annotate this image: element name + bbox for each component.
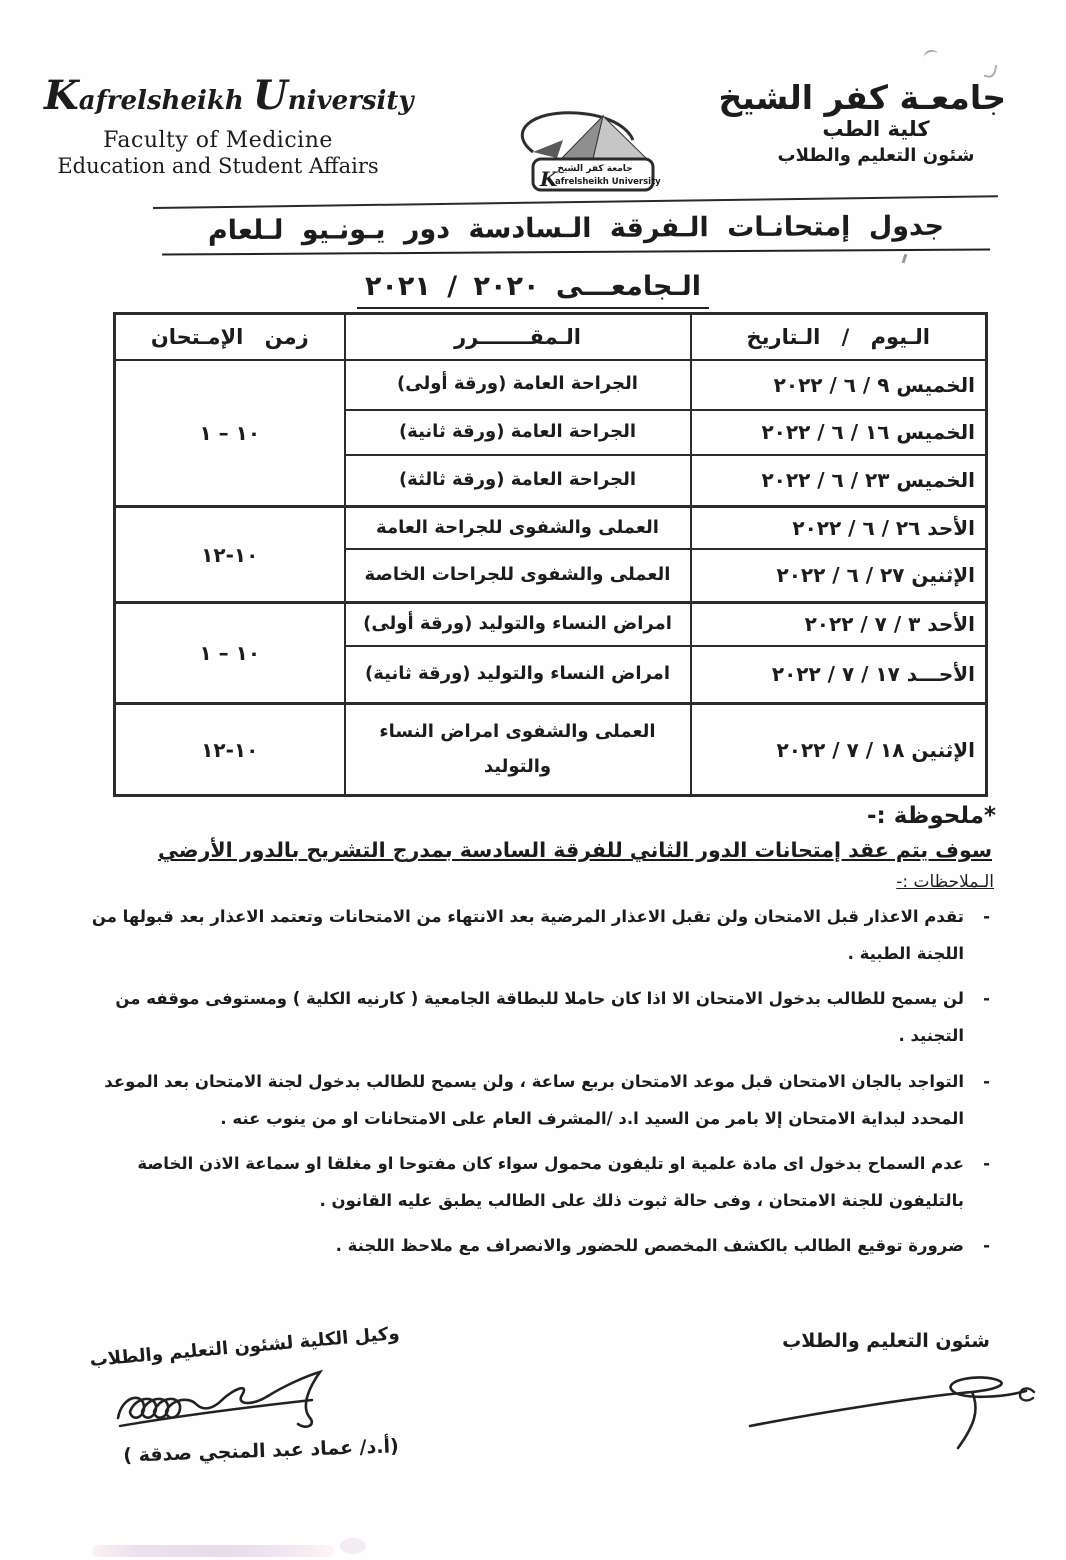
header-divider-rule	[153, 195, 998, 209]
note-highlight: سوف يتم عقد إمتحانات الدور الثاني للفرقة السادسة بمدرج التشريح بالدور الأرضي	[158, 838, 992, 862]
department-name-arabic: شئون التعليم والطلاب	[777, 145, 975, 166]
faculty-name-english: Faculty of Medicine	[103, 128, 333, 153]
exam-date: الخميس ٩ / ٦ / ٢٠٢٢	[691, 360, 987, 410]
scan-smudge	[92, 1545, 334, 1557]
signature-right-handwriting	[742, 1362, 1046, 1450]
document-title-line2-wrap	[0, 271, 1066, 309]
university-initial-u: U	[252, 72, 288, 119]
table-row	[115, 360, 987, 410]
exam-time-group: ١٠ – ١	[115, 603, 345, 704]
exam-date: الخميس ٢٣ / ٦ / ٢٠٢٢	[691, 455, 987, 507]
exam-course: امراض النساء والتوليد (ورقة أولى)	[345, 603, 691, 646]
faculty-name-arabic: كلية الطب	[822, 117, 930, 141]
exam-course: امراض النساء والتوليد (ورقة ثانية)	[345, 646, 691, 704]
remarks-label: الـملاحظات :-	[896, 872, 994, 892]
signature-right-title: شئون التعليم والطلاب	[782, 1330, 990, 1352]
university-logo	[503, 106, 665, 196]
exam-course: الجراحة العامة (ورقة أولى)	[345, 360, 691, 410]
logo-k-initial: K	[540, 167, 558, 191]
exam-time-group: ١٠-١٢	[115, 507, 345, 603]
table-row	[115, 507, 987, 549]
column-header-exam-time: زمن الإمـتحان	[115, 314, 345, 360]
exam-course: الجراحة العامة (ورقة ثالثة)	[345, 455, 691, 507]
logo-arabic-text: جامعة كفر الشيخ	[557, 164, 633, 174]
column-header-day-date: الـيوم / الـتاريخ	[691, 314, 987, 360]
exam-date: الأحد ٢٦ / ٦ / ٢٠٢٢	[691, 507, 987, 549]
remark-item: - عدم السماح بدخول اى مادة علمية او تليفون محمول سواء كان مفتوحا او مغلقا او سماعة الاذن الخاصة بالتليفون للجنة الامتحان ، وفى حالة ثبوت ذلك على الطالب يطبق عليه القانون .	[72, 1145, 1000, 1219]
exam-course: الجراحة العامة (ورقة ثانية)	[345, 410, 691, 455]
exam-date: الإثنين ٢٧ / ٦ / ٢٠٢٢	[691, 549, 987, 603]
exam-date: الأحـــد ١٧ / ٧ / ٢٠٢٢	[691, 646, 987, 704]
table-row	[115, 704, 987, 796]
header-english	[44, 72, 414, 178]
document-title-line1: جدول إمتحانـات الـفرقة الـسادسة دور يـونـيو لـلعام	[162, 210, 990, 255]
department-name-english: Education and Student Affairs	[57, 154, 379, 178]
scan-smudge	[340, 1538, 366, 1554]
remark-item: - التواجد بالجان الامتحان قبل موعد الامتحان بربع ساعة ، ولن يسمح للطالب بدخول لجنة الامتحان بعد الموعد المحدد لبداية الامتحان إلا بامر من السيد ا.د /المشرف العام على الامتحانات او من ينوب عنه .	[72, 1063, 1000, 1137]
university-name-english: Kafrelsheikh University	[44, 72, 414, 119]
table-header-row	[115, 314, 987, 360]
signature-left-handwriting	[108, 1362, 380, 1448]
exam-time-group: ١٠ – ١	[115, 360, 345, 507]
column-header-course: الـمقـــــــرر	[345, 314, 691, 360]
exam-schedule-table	[113, 312, 988, 797]
remark-item: - لن يسمح للطالب بدخول الامتحان الا اذا كان حاملا للبطاقة الجامعية ( كارنيه الكلية ) ومستوفى موقفه من التجنيد .	[72, 980, 1000, 1054]
header-arabic	[718, 78, 1006, 166]
stray-ink-mark	[984, 63, 998, 79]
exam-course: العملى والشفوى للجراحات الخاصة	[345, 549, 691, 603]
remark-item: - تقدم الاعذار قبل الامتحان ولن تقبل الاعذار المرضية بعد الانتهاء من الامتحانات وتعتمد الاعذار بعد قبولها من اللجنة الطبية .	[72, 898, 1000, 972]
exam-course: العملى والشفوى للجراحة العامة	[345, 507, 691, 549]
remark-item: - ضرورة توقيع الطالب بالكشف المخصص للحضور والانصراف مع ملاحظ اللجنة .	[72, 1227, 1000, 1264]
remarks-list	[72, 898, 1000, 1272]
signature-left-name: (أ.د/ عماد عبد المنجي صدقة )	[122, 1435, 400, 1467]
logo-english-text: afrelsheikh University	[555, 177, 661, 187]
exam-course: العملى والشفوى امراض النساء والتوليد	[345, 704, 691, 796]
signature-left-title: وكيل الكلية لشئون التعليم والطلاب	[88, 1322, 401, 1371]
document-title-line2: الـجامعـــى ٢٠٢٠ / ٢٠٢١	[357, 271, 709, 309]
exam-date: الخميس ١٦ / ٦ / ٢٠٢٢	[691, 410, 987, 455]
exam-date: الإثنين ١٨ / ٧ / ٢٠٢٢	[691, 704, 987, 796]
stray-ink-mark	[902, 254, 907, 263]
table-row	[115, 603, 987, 646]
logo-pennant	[533, 140, 563, 158]
university-initial-k: K	[44, 72, 79, 119]
exam-date: الأحد ٣ / ٧ / ٢٠٢٢	[691, 603, 987, 646]
university-name-arabic: جامعـة كفر الشيخ	[718, 78, 1006, 117]
exam-time-group: ١٠-١٢	[115, 704, 345, 796]
logo-pyramid-right-face	[593, 116, 647, 159]
stray-ink-mark	[923, 48, 939, 63]
note-label: *ملحوظة :-	[866, 803, 996, 829]
